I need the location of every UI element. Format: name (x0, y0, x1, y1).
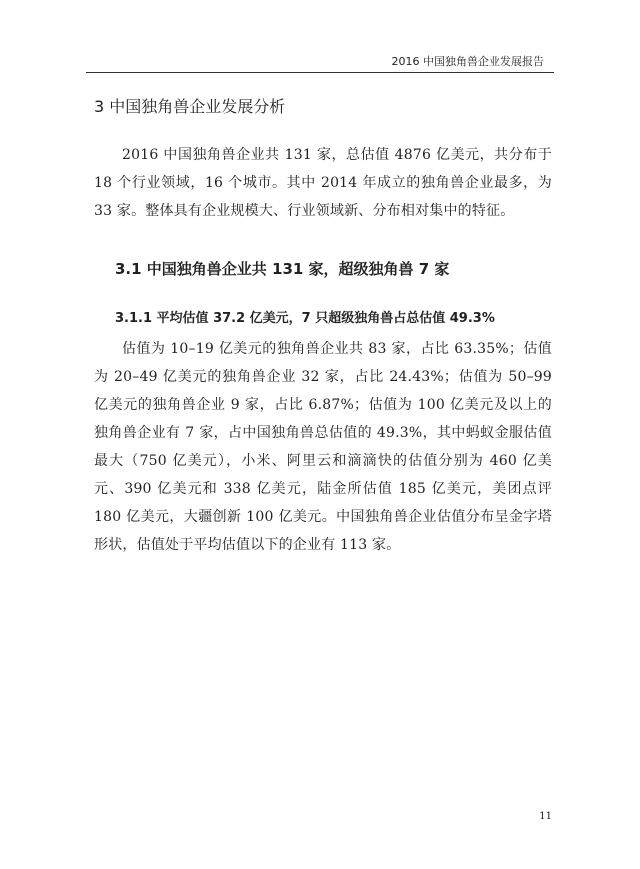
subsubsection-title: 3.1.1 平均估值 37.2 亿美元，7 只超级独角兽占总估值 49.3% (115, 311, 495, 326)
valuation-paragraph: 估值为 10–19 亿美元的独角兽企业共 83 家，占比 63.35%；估值为 20–49 亿美元的独角兽企业 32 家，占比 24.43%；估值为 50–99 亿美元的独角兽企业 9 家，占比 6.87%；估值为 100 亿美元及以上的独角兽企业有 7 家，占中国独角兽总估值的 49.3%，其中蚂蚁金服估值最大（750 亿美元），小米、阿里云和滴滴快的估值分别为 460 亿美元、390 亿美元和 338 亿美元，陆金所估值 185 亿美元，美团点评 180 亿美元，大疆创新 100 亿美元。中国独角兽企业估值分布呈金字塔形状，估值处于平均估值以下的企业有 113 家。 (94, 341, 552, 553)
header-rule (86, 72, 554, 73)
section-title: 3 中国独角兽企业发展分析 (94, 97, 286, 116)
page-number: 11 (539, 811, 552, 822)
running-header: 2016 中国独角兽企业发展报告 (391, 55, 544, 68)
intro-paragraph: 2016 中国独角兽企业共 131 家，总估值 4876 亿美元，共分布于 18 个行业领域，16 个城市。其中 2014 年成立的独角兽企业最多，为 33 家。整体具有企业规模大、行业领域新、分布相对集中的特征。 (94, 147, 552, 219)
subsection-title: 3.1 中国独角兽企业共 131 家，超级独角兽 7 家 (115, 260, 450, 278)
